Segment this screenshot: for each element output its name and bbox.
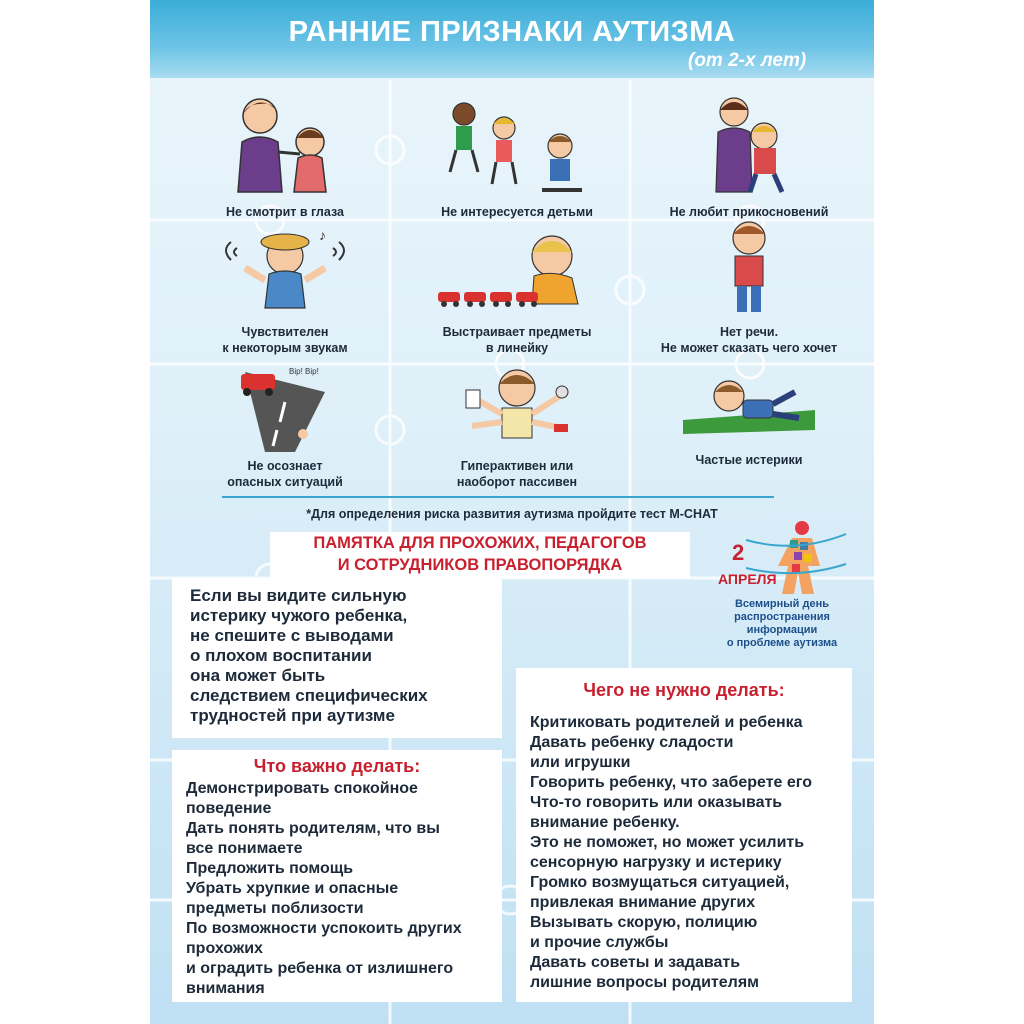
puzzle-person-icon [716, 520, 848, 600]
text-line: Дать понять родителям, что вы [186, 820, 440, 837]
no-speech-illustration [709, 218, 789, 320]
memo-line: ПАМЯТКА ДЛЯ ПРОХОЖИХ, ПЕДАГОГОВ [313, 534, 647, 552]
text-line: внимание ребенку. [530, 814, 680, 831]
caption-line: Гиперактивен или [460, 459, 574, 473]
caption-line: опасных ситуаций [227, 475, 343, 489]
svg-text:♪: ♪ [319, 228, 326, 243]
text-line: По возможности успокоить других [186, 920, 462, 937]
caption-line: наоборот пассивен [456, 475, 578, 489]
text-line: Давать советы и задавать [530, 954, 741, 971]
sign-card [634, 92, 864, 220]
hyperactive-illustration [462, 362, 572, 454]
caption-line: в линейку [485, 341, 549, 355]
sign-caption [402, 324, 632, 356]
text-line: внимания [186, 980, 265, 997]
sign-card [634, 370, 864, 468]
caption-line: о проблеме аутизма [726, 637, 838, 649]
caption-line: Выстраивает предметы [442, 325, 592, 339]
caption-line: Нет речи. [719, 325, 779, 339]
text-line: сенсорную нагрузку и истерику [530, 854, 782, 871]
sign-card [402, 92, 632, 220]
text-line: или игрушки [530, 754, 631, 771]
text-line: не спешите с выводами [190, 626, 394, 645]
sign-caption [170, 458, 400, 490]
intro-box [172, 578, 502, 738]
sign-caption: Частые истерики [695, 453, 803, 467]
text-line: она может быть [190, 666, 326, 685]
text-line: Это не поможет, но может усилить [530, 834, 805, 851]
tantrum-illustration [679, 370, 819, 448]
mchat-note: *Для определения риска развития аутизма пройдите тест M-CHAT [306, 507, 718, 521]
text-line: Предложить помощь [186, 860, 354, 877]
caption-line: Не осознает [247, 459, 323, 473]
text-line: поведение [186, 800, 272, 817]
sign-caption [402, 458, 632, 490]
logo-day-number: 2 [732, 540, 745, 565]
sign-card [170, 228, 400, 356]
sign-card [402, 362, 632, 490]
text-line: Критиковать родителей и ребенка [530, 714, 803, 731]
sign-caption [170, 324, 400, 356]
text-line: Демонстрировать спокойное [186, 780, 418, 797]
children-illustration [442, 92, 592, 200]
sounds-illustration [215, 228, 355, 320]
sign-caption: Не интересуется детьми [441, 205, 593, 219]
do-list [172, 777, 502, 999]
sign-caption: Не смотрит в глаза [226, 205, 344, 219]
danger-illustration [225, 362, 345, 454]
sign-caption [634, 324, 864, 356]
text-line: прохожих [186, 940, 263, 957]
caption-line: к некоторым звукам [222, 341, 348, 355]
text-line: следствием специфических [190, 686, 428, 705]
text-line: трудностей при аутизме [190, 706, 395, 725]
logo-month: АПРЕЛЯ [718, 571, 777, 587]
sign-card [634, 218, 864, 356]
sign-card [170, 362, 400, 490]
page-title: РАННИЕ ПРИЗНАКИ АУТИЗМА [288, 16, 736, 48]
intro-text [172, 578, 502, 726]
page-subtitle: (от 2-х лет) [688, 50, 807, 71]
divider [222, 496, 774, 498]
text-line: Убрать хрупкие и опасные [186, 880, 399, 897]
dont-box [516, 668, 852, 1002]
do-title: Что важно делать: [253, 756, 421, 776]
caption-line: Всемирный день [734, 598, 829, 610]
text-line: и оградить ребенка от излишнего [186, 960, 454, 977]
poster [150, 0, 874, 1024]
caption-line: Чувствителен [241, 325, 329, 339]
autism-day-logo [716, 520, 846, 660]
text-line: все понимаете [186, 840, 303, 857]
dont-list [516, 701, 852, 993]
text-line: Говорить ребенку, что заберете его [530, 774, 812, 791]
text-line: Если вы видите сильную [190, 586, 407, 605]
lineup-illustration [432, 228, 602, 320]
text-line: Громко возмущаться ситуацией, [530, 874, 790, 891]
memo-line: И СОТРУДНИКОВ ПРАВОПОРЯДКА [337, 556, 623, 574]
eye-contact-illustration [220, 92, 350, 200]
sign-card [170, 92, 400, 220]
touch-illustration [694, 92, 804, 200]
text-line: истерику чужого ребенка, [190, 606, 408, 625]
text-line: предметы поблизости [186, 900, 364, 917]
sign-card [402, 228, 632, 356]
text-line: и прочие службы [530, 934, 669, 951]
text-line: Вызывать скорую, полицию [530, 914, 758, 931]
caption-line: информации [746, 624, 818, 636]
text-line: Давать ребенку сладости [530, 734, 734, 751]
svg-text:Bip! Bip!: Bip! Bip! [289, 367, 319, 376]
caption-line: распространения [734, 611, 830, 623]
text-line: лишние вопросы родителям [530, 974, 759, 991]
text-line: о плохом воспитании [190, 646, 372, 665]
do-box [172, 750, 502, 1002]
text-line: Что-то говорить или оказывать [530, 794, 783, 811]
logo-caption [716, 598, 848, 650]
text-line: привлекая внимание других [530, 894, 756, 911]
memo-heading [270, 532, 690, 578]
dont-title: Чего не нужно делать: [583, 680, 785, 700]
sign-caption: Не любит прикосновений [669, 205, 829, 219]
caption-line: Не может сказать чего хочет [660, 341, 838, 355]
